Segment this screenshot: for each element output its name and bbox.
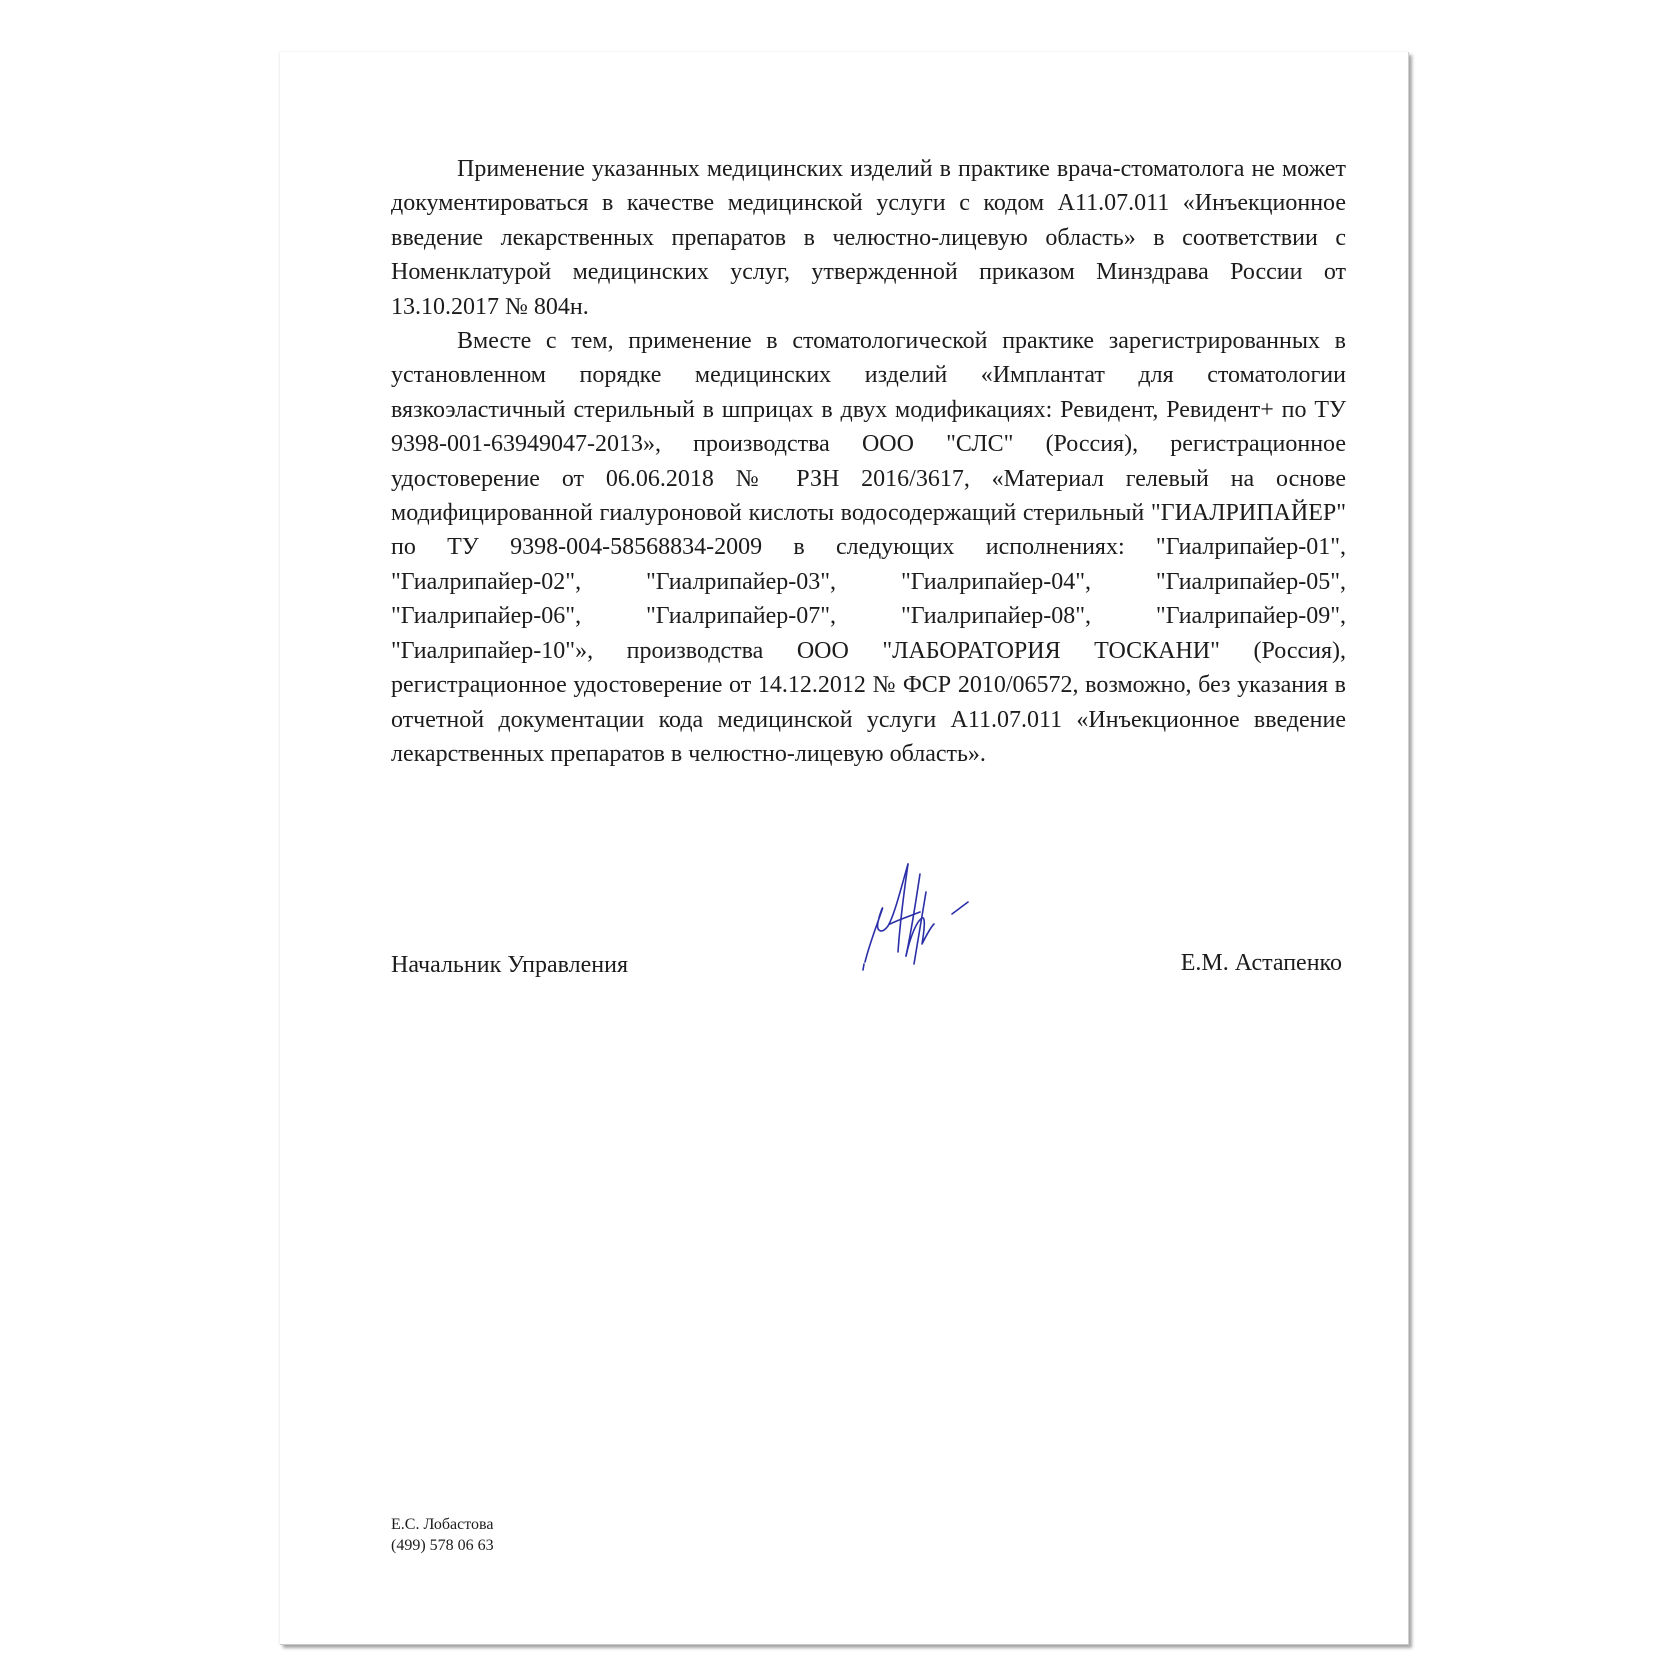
handwritten-signature bbox=[860, 852, 980, 972]
executor-name: Е.С. Лобастова bbox=[391, 1516, 494, 1533]
paragraph-2: Вместе с тем, применение в стоматологической практике зарегистрированных в установленном порядке медицинских изделий «Имплантат для стоматологии вязкоэластичный стерильный в шприцах в двух модификациях: Ревидент, Ревидент+ по ТУ 9398-001-63949047-2013», производства ООО "СЛС" (Россия), регистрационное удостоверение от 06.06.2018 № РЗН 2016/3617, «Материал гелевый на основе модифицированной гиалуроновой кислоты водосодержащий стерильный "ГИАЛРИПАЙЕР" по ТУ 9398-004-58568834-2009 в следующих исполнениях: "Гиалрипайер-01", "Гиалрипайер-02", "Гиалрипайер-03", "Гиалрипайер-04", "Гиалрипайер-05", "Гиалрипайер-06", "Гиалрипайер-07", "Гиалрипайер-08", "Гиалрипайер-09", "Гиалрипайер-10"», производства ООО "ЛАБОРАТОРИЯ ТОСКАНИ" (Россия), регистрационное удостоверение от 14.12.2012 № ФСР 2010/06572, возможно, без указания в отчетной документации кода медицинской услуги А11.07.011 «Инъекционное введение лекарственных препаратов в челюстно-лицевую область». bbox=[391, 328, 1346, 767]
paragraph-1: Применение указанных медицинских изделий в практике врача-стоматолога не может документироваться в качестве медицинской услуги с кодом А11.07.011 «Инъекционное введение лекарственных препаратов в челюстно-лицевую область» в соответствии с Номенклатурой медицинских услуг, утвержденной приказом Минздрава России от 13.10.2017 № 804н. bbox=[391, 156, 1346, 320]
document-page bbox=[280, 52, 1409, 1645]
letter-body bbox=[391, 152, 1346, 771]
signatory-name: Е.М. Астапенко bbox=[1180, 950, 1342, 976]
signatory-position: Начальник Управления bbox=[391, 952, 628, 978]
executor-phone: (499) 578 06 63 bbox=[391, 1537, 494, 1554]
executor-info bbox=[391, 1514, 494, 1556]
